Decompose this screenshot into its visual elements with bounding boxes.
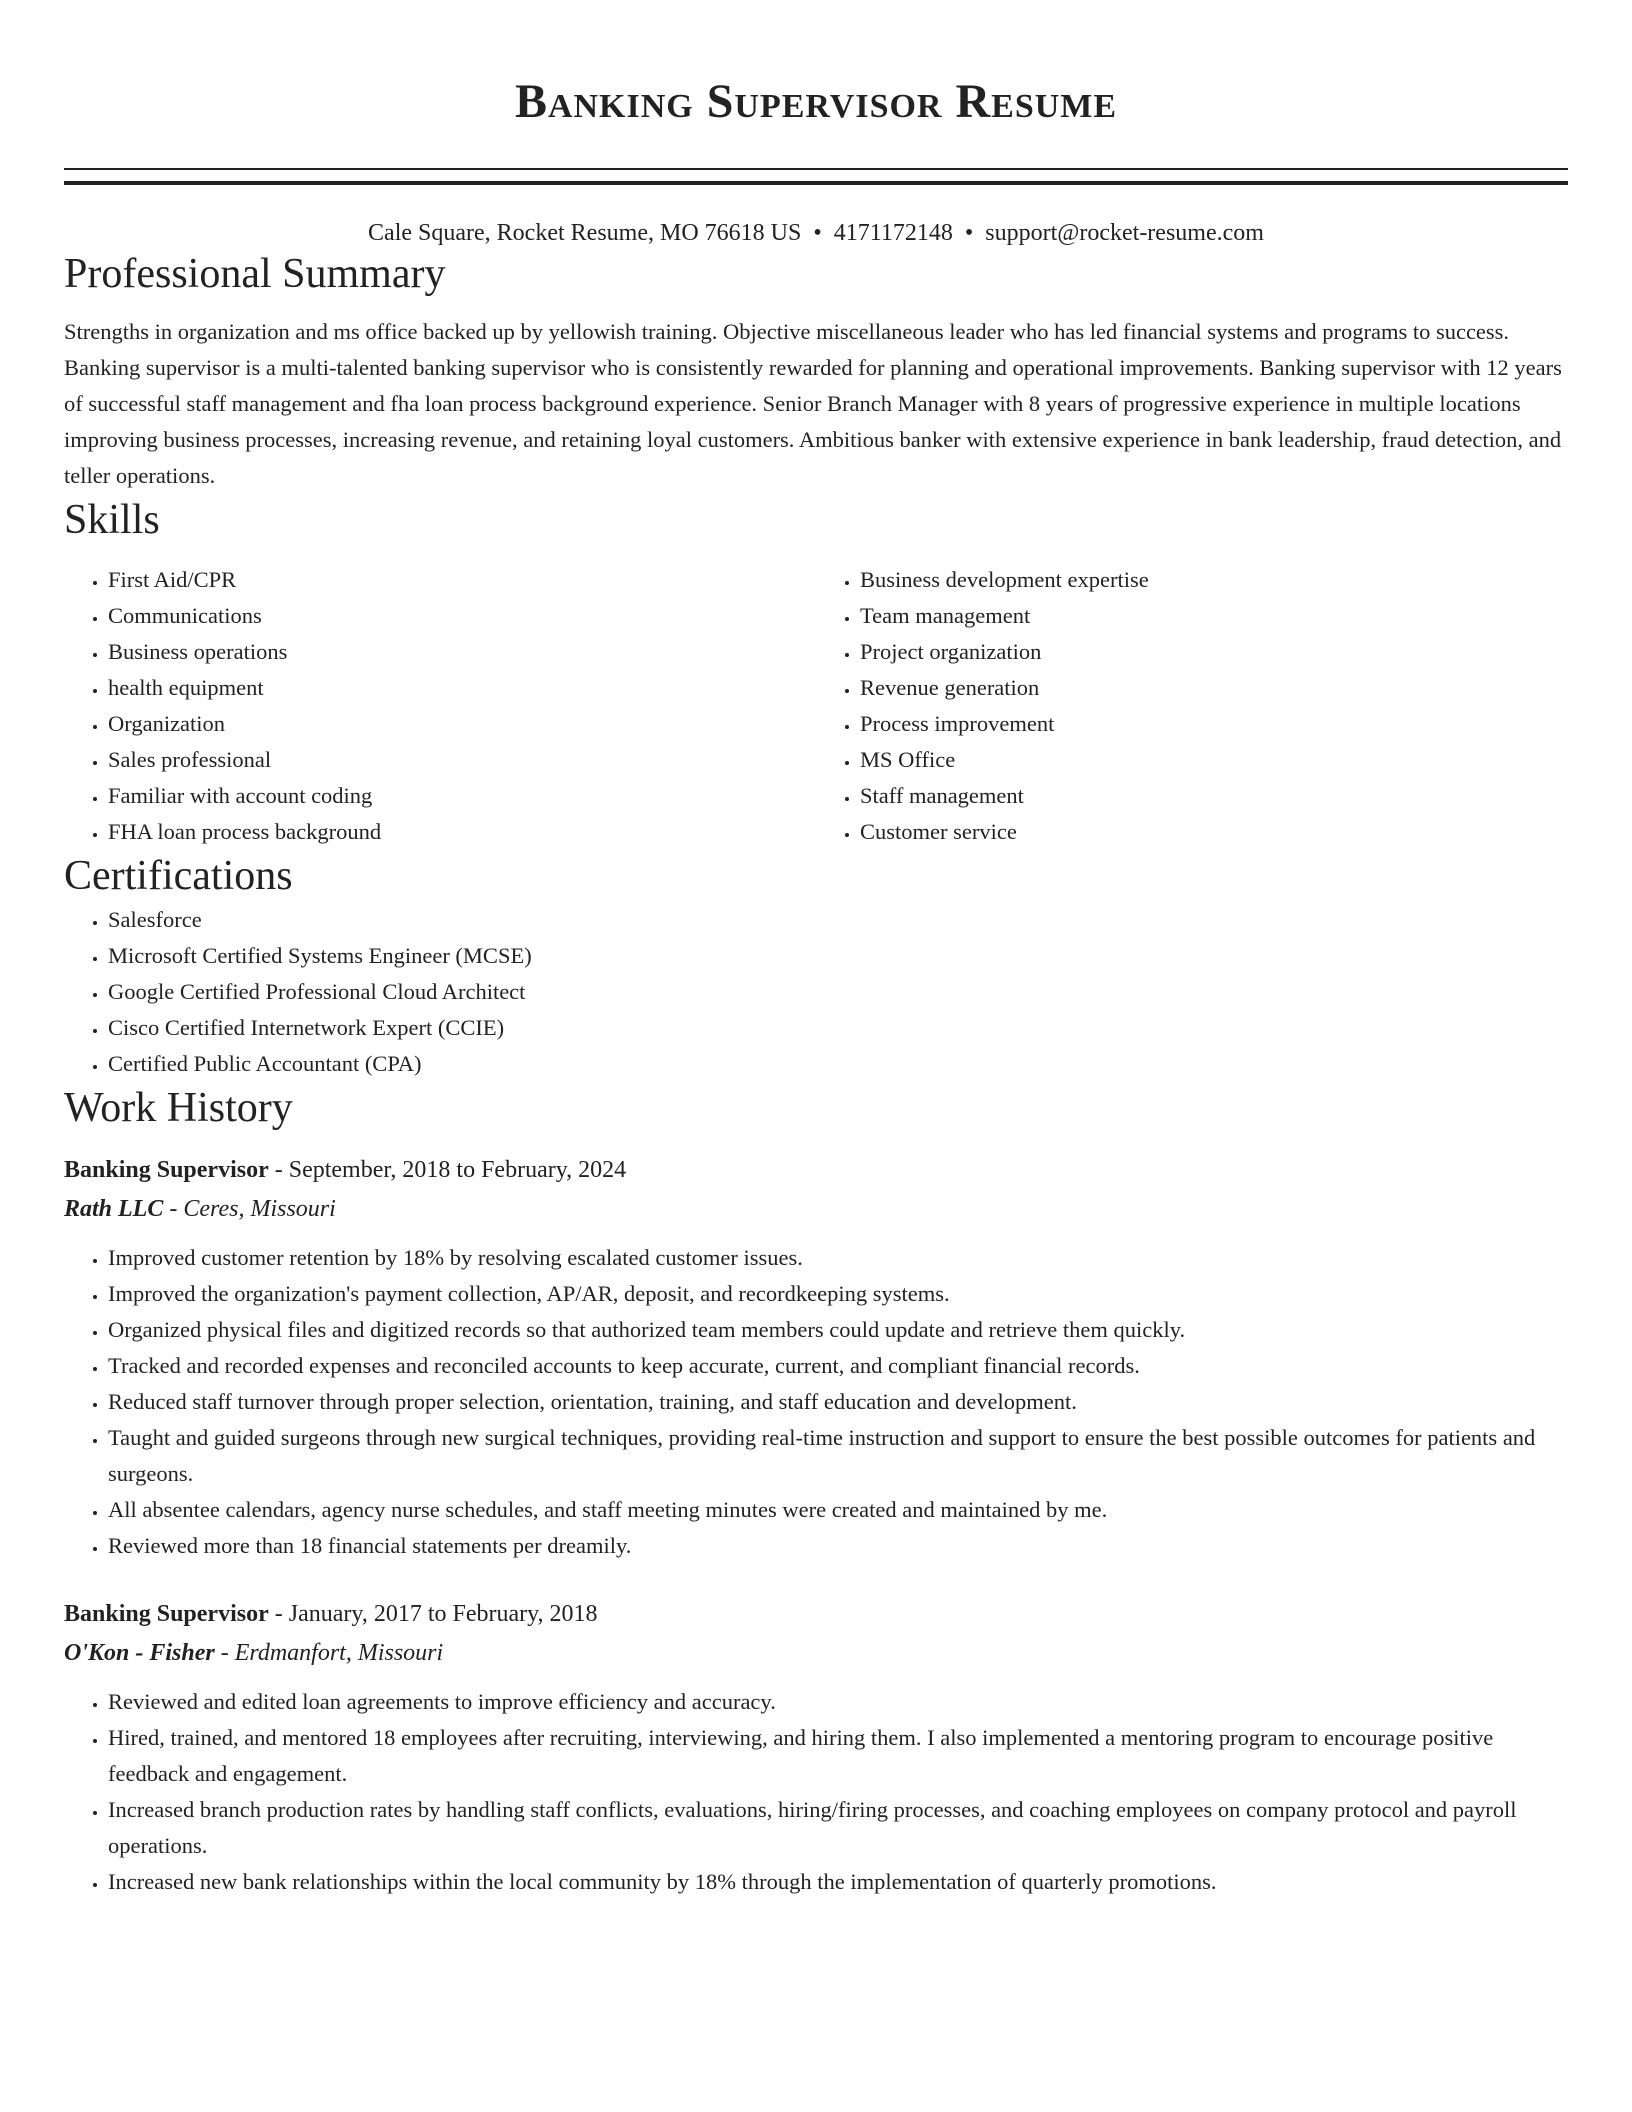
skill-item: • Communications bbox=[108, 598, 816, 634]
certification-item: • Microsoft Certified Systems Engineer (MCSE) bbox=[108, 938, 1568, 974]
job-bullet: • Reviewed more than 18 financial statements per dreamily. bbox=[108, 1528, 1568, 1564]
skill-item: • Staff management bbox=[860, 778, 1568, 814]
skills-heading: Skills bbox=[64, 497, 160, 543]
page-title: Banking Supervisor Resume bbox=[514, 75, 1118, 128]
job-bullet: • Improved the organization's payment collection, AP/AR, deposit, and recordkeeping systems. bbox=[108, 1276, 1568, 1312]
job-location: Ceres, Missouri bbox=[183, 1196, 336, 1222]
job-header bbox=[64, 1594, 1568, 1634]
contact-phone: 4171172148 bbox=[833, 220, 953, 246]
job-bullets bbox=[64, 1240, 1568, 1564]
job-company: O'Kon - Fisher bbox=[64, 1640, 215, 1666]
job-location: Erdmanfort, Missouri bbox=[234, 1640, 444, 1666]
skill-item: • Business operations bbox=[108, 634, 816, 670]
summary-heading: Professional Summary bbox=[64, 251, 446, 297]
contact-line bbox=[64, 218, 1568, 248]
contact-separator: • bbox=[964, 220, 974, 246]
job-dash: - bbox=[214, 1640, 235, 1666]
job-bullet: • Reduced staff turnover through proper selection, orientation, training, and staff education and development. bbox=[108, 1384, 1568, 1420]
job-dash: - bbox=[163, 1196, 184, 1222]
job-employer bbox=[64, 1190, 1568, 1228]
skills-list-right bbox=[816, 562, 1568, 850]
job-employer bbox=[64, 1634, 1568, 1672]
job-bullet: • Increased branch production rates by handling staff conflicts, evaluations, hiring/firing processes, and coaching employees on company protocol and payroll operations. bbox=[108, 1792, 1568, 1864]
skill-item: • First Aid/CPR bbox=[108, 562, 816, 598]
work-history-heading: Work History bbox=[64, 1085, 293, 1131]
job-role: Banking Supervisor bbox=[64, 1601, 269, 1627]
job-company: Rath LLC bbox=[64, 1196, 164, 1222]
job-entry bbox=[64, 1594, 1568, 1900]
certification-item: • Salesforce bbox=[108, 902, 1568, 938]
job-bullet: • Improved customer retention by 18% by resolving escalated customer issues. bbox=[108, 1240, 1568, 1276]
skill-item: • Project organization bbox=[860, 634, 1568, 670]
job-entry bbox=[64, 1150, 1568, 1564]
skill-item: • Familiar with account coding bbox=[108, 778, 816, 814]
skills-columns bbox=[64, 562, 1568, 850]
contact-address: Cale Square, Rocket Resume, MO 76618 US bbox=[368, 220, 802, 246]
title-divider bbox=[64, 168, 1568, 185]
contact-email: support@rocket-resume.com bbox=[985, 220, 1264, 246]
job-bullet: • Organized physical files and digitized records so that authorized team members could update and retrieve them quickly. bbox=[108, 1312, 1568, 1348]
job-bullet: • Reviewed and edited loan agreements to improve efficiency and accuracy. bbox=[108, 1684, 1568, 1720]
skill-item: • Revenue generation bbox=[860, 670, 1568, 706]
certification-item: • Cisco Certified Internetwork Expert (CCIE) bbox=[108, 1010, 1568, 1046]
skill-item: • Organization bbox=[108, 706, 816, 742]
skill-item: • FHA loan process background bbox=[108, 814, 816, 850]
job-dates: January, 2017 to February, 2018 bbox=[288, 1601, 598, 1627]
summary-text: Strengths in organization and ms office backed up by yellowish training. Objective miscellaneous leader who has led financial systems and programs to success. Banking supervisor is a multi-talented banking supervisor who is consistently rewarded for planning and operational improvements. Banking supervisor with 12 years of successful staff management and fha loan process background experience. Senior Branch Manager with 8 years of progressive experience in multiple locations improving business processes, increasing revenue, and retaining loyal customers. Ambitious banker with extensive experience in bank leadership, fraud detection, and teller operations. bbox=[64, 319, 1562, 488]
job-dash: - bbox=[268, 1157, 289, 1183]
job-bullet: • All absentee calendars, agency nurse schedules, and staff meeting minutes were created and maintained by me. bbox=[108, 1492, 1568, 1528]
job-dates: September, 2018 to February, 2024 bbox=[288, 1157, 627, 1183]
certification-item: • Certified Public Accountant (CPA) bbox=[108, 1046, 1568, 1082]
skill-item: • Process improvement bbox=[860, 706, 1568, 742]
skill-item: • Business development expertise bbox=[860, 562, 1568, 598]
skill-item: • health equipment bbox=[108, 670, 816, 706]
skill-item: • Customer service bbox=[860, 814, 1568, 850]
job-bullet: • Taught and guided surgeons through new surgical techniques, providing real-time instruction and support to ensure the best possible outcomes for patients and surgeons. bbox=[108, 1420, 1568, 1492]
job-role: Banking Supervisor bbox=[64, 1157, 269, 1183]
skill-item: • MS Office bbox=[860, 742, 1568, 778]
certification-item: • Google Certified Professional Cloud Architect bbox=[108, 974, 1568, 1010]
contact-separator: • bbox=[813, 220, 822, 246]
job-bullet: • Hired, trained, and mentored 18 employees after recruiting, interviewing, and hiring them. I also implemented a mentoring program to encourage positive feedback and engagement. bbox=[108, 1720, 1568, 1792]
job-bullet: • Tracked and recorded expenses and reconciled accounts to keep accurate, current, and compliant financial records. bbox=[108, 1348, 1568, 1384]
skill-item: • Sales professional bbox=[108, 742, 816, 778]
job-dash: - bbox=[268, 1601, 289, 1627]
job-bullets bbox=[64, 1684, 1568, 1900]
job-bullet: • Increased new bank relationships within the local community by 18% through the implementation of quarterly promotions. bbox=[108, 1864, 1568, 1900]
job-header bbox=[64, 1150, 1568, 1190]
skill-item: • Team management bbox=[860, 598, 1568, 634]
certifications-list bbox=[64, 902, 1568, 1082]
skills-list-left bbox=[64, 562, 816, 850]
certifications-heading: Certifications bbox=[64, 853, 293, 899]
